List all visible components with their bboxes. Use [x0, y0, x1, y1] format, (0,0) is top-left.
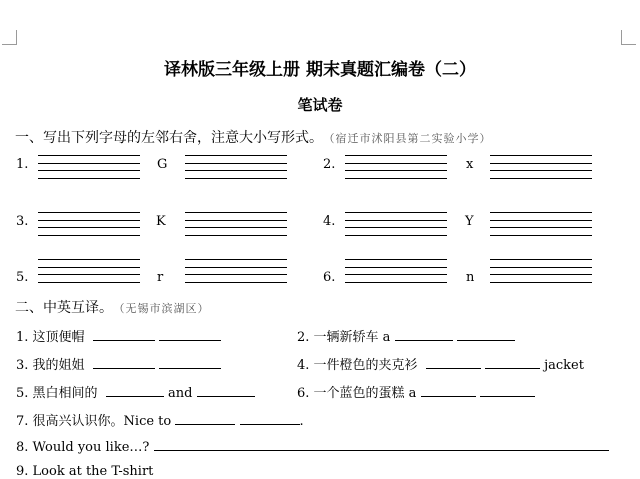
translate-q6-blank-1[interactable]	[421, 384, 476, 397]
letter-item-2-right-lines[interactable]	[490, 155, 592, 185]
letter-item-3-letter: K	[156, 214, 166, 229]
letter-item-4-number: 4.	[323, 214, 336, 229]
translate-q1-text: 1. 这顶便帽	[16, 330, 85, 345]
crop-mark-top-right	[621, 30, 636, 45]
section-2-source: （无锡市滨湖区）	[119, 302, 210, 315]
translate-q5-blank-1[interactable]	[106, 384, 164, 397]
translate-q4-blank-2[interactable]	[485, 356, 540, 369]
translate-q6-text: 6. 一个蓝色的蛋糕 a	[297, 386, 417, 401]
letter-item-6-letter: n	[466, 270, 475, 285]
page-title: 译林版三年级上册 期末真题汇编卷（二）	[164, 60, 476, 80]
translate-q7-blank-1[interactable]	[175, 412, 235, 425]
crop-mark-top-left	[2, 30, 17, 45]
translate-q8-text: 8. Would you like…?	[16, 440, 150, 455]
translate-q1-blank-2[interactable]	[159, 328, 221, 341]
translate-q2-blank-1[interactable]	[395, 328, 453, 341]
section-1-source: （宿迁市沭阳县第二实验小学）	[329, 132, 492, 145]
letter-item-6-left-lines[interactable]	[345, 259, 447, 289]
translate-q5	[16, 382, 255, 401]
translate-q3	[16, 354, 221, 373]
translate-q4	[297, 354, 584, 373]
translate-q5-and: and	[167, 386, 193, 401]
translate-q4-suffix: jacket	[544, 358, 584, 373]
letter-item-5-letter: r	[157, 270, 164, 285]
letter-item-3-left-lines[interactable]	[38, 212, 140, 242]
letter-item-4-letter: Y	[465, 214, 474, 229]
translate-q4-blank-1[interactable]	[426, 356, 481, 369]
translate-q7-period: .	[299, 414, 304, 429]
letter-item-2-letter: x	[466, 157, 474, 172]
translate-q2-text: 2. 一辆新轿车 a	[297, 330, 391, 345]
translate-q3-blank-1[interactable]	[93, 356, 155, 369]
translate-q8	[16, 438, 609, 455]
translate-q1-blank-1[interactable]	[93, 328, 155, 341]
section-2-heading	[15, 297, 210, 317]
translate-q7	[16, 410, 304, 429]
translate-q2-blank-2[interactable]	[457, 328, 515, 341]
letter-item-2-number: 2.	[323, 157, 336, 172]
translate-q5-text: 5. 黑白相间的	[16, 386, 98, 401]
letter-item-1-letter: G	[157, 157, 168, 172]
letter-item-6-number: 6.	[323, 270, 336, 285]
translate-q4-text: 4. 一件橙色的夹克衫	[297, 358, 418, 373]
translate-q6	[297, 382, 535, 401]
letter-item-5-right-lines[interactable]	[185, 259, 287, 289]
letter-item-1-left-lines[interactable]	[38, 155, 140, 185]
section-1-title: 一、写出下列字母的左邻右舍，注意大小写形式。	[15, 130, 323, 146]
letter-item-2-left-lines[interactable]	[345, 155, 447, 185]
letter-item-4-right-lines[interactable]	[490, 212, 592, 242]
translate-q9	[16, 464, 153, 479]
letter-item-1-right-lines[interactable]	[185, 155, 287, 185]
translate-q7-text: 7. 很高兴认识你。Nice to	[16, 414, 172, 429]
section-1-heading	[15, 127, 492, 147]
letter-item-1-number: 1.	[16, 157, 29, 172]
translate-q3-text: 3. 我的姐姐	[16, 358, 85, 373]
translate-q8-blank[interactable]	[154, 438, 609, 451]
letter-item-5-left-lines[interactable]	[38, 259, 140, 289]
translate-q7-blank-2[interactable]	[240, 412, 300, 425]
translate-q9-text: 9. Look at the T-shirt	[16, 464, 154, 479]
letter-item-3-number: 3.	[16, 214, 29, 229]
page-subtitle: 笔试卷	[297, 96, 343, 114]
translate-q5-blank-2[interactable]	[197, 384, 255, 397]
translate-q3-blank-2[interactable]	[159, 356, 221, 369]
translate-q1	[16, 326, 221, 345]
translate-q6-blank-2[interactable]	[480, 384, 535, 397]
translate-q2	[297, 326, 515, 345]
letter-item-6-right-lines[interactable]	[490, 259, 592, 289]
letter-item-4-left-lines[interactable]	[345, 212, 447, 242]
letter-item-5-number: 5.	[16, 270, 29, 285]
section-2-title: 二、中英互译。	[15, 300, 113, 316]
letter-item-3-right-lines[interactable]	[185, 212, 287, 242]
